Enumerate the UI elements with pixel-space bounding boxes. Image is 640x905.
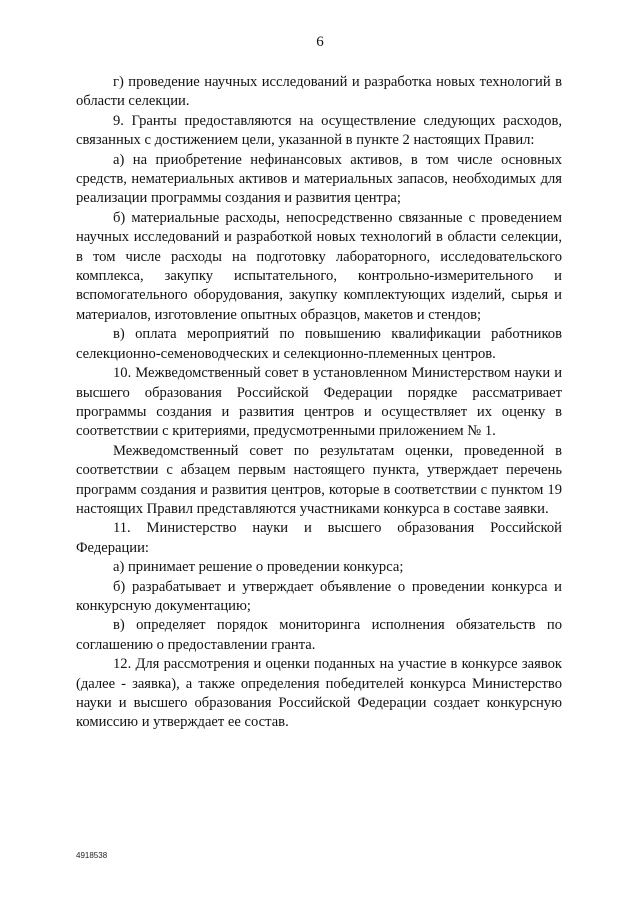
paragraph-9b-material-costs: б) материальные расходы, непосредственно связанные с проведением научных исследований и разработкой новых технологий в области селекции, в том числе расходы на подготовку лабораторного, исследовательского комплекса, закупку испытательного, контрольно-измерительного и вспомогательного оборудования, закупку комплектующих изделий, сырья и материалов, изготовление опытных образцов, макетов и стендов; <box>76 209 562 323</box>
paragraph-12-commission: 12. Для рассмотрения и оценки поданных на участие в конкурсе заявок (далее - заявка), а также определения победителей конкурса Министерство науки и высшего образования Российской Федерации создает конкурсную комиссию и утверждает ее состав. <box>76 656 562 731</box>
paragraph-10-council-review: 10. Межведомственный совет в установленном Министерством науки и высшего образования Российской Федерации порядке рассматривает программы создания и развития центров и осуществляет их оценку в соответствии с критериями, предусмотренными приложением № 1. <box>76 365 562 440</box>
paragraph-11a-decision: а) принимает решение о проведении конкурса; <box>113 559 404 576</box>
paragraph-11v-monitoring: в) определяет порядок мониторинга исполнения обязательств по соглашению о предоставлении гранта. <box>76 617 562 653</box>
paragraph-4g-research: г) проведение научных исследований и разработка новых технологий в области селекции. <box>76 74 562 110</box>
paragraph-9a-assets: а) на приобретение нефинансовых активов, в том числе основных средств, нематериальных активов и материальных запасов, необходимых для реализации программы создания и развития центра; <box>76 151 562 207</box>
paragraph-11b-announcement: б) разрабатывает и утверждает объявление о проведении конкурса и конкурсную документацию; <box>76 578 562 614</box>
paragraph-9v-training: в) оплата мероприятий по повышению квалификации работников селекционно-семеноводческих и селекционно-племенных центров. <box>76 326 562 362</box>
document-body <box>76 73 562 733</box>
page-number: 6 <box>316 34 324 50</box>
paragraph-9-grant-expenses: 9. Гранты предоставляются на осуществление следующих расходов, связанных с достижением цели, указанной в пункте 2 настоящих Правил: <box>76 112 562 149</box>
document-code: 4918538 <box>76 851 108 860</box>
paragraph-10-council-list: Межведомственный совет по результатам оценки, проведенной в соответствии с абзацем первым настоящего пункта, утверждает перечень программ создания и развития центров, которые в соответствии с пунктом 19 настоящих Правил представляются участниками конкурса в составе заявки. <box>76 442 562 517</box>
paragraph-11-ministry: 11. Министерство науки и высшего образования Российской Федерации: <box>76 520 562 556</box>
